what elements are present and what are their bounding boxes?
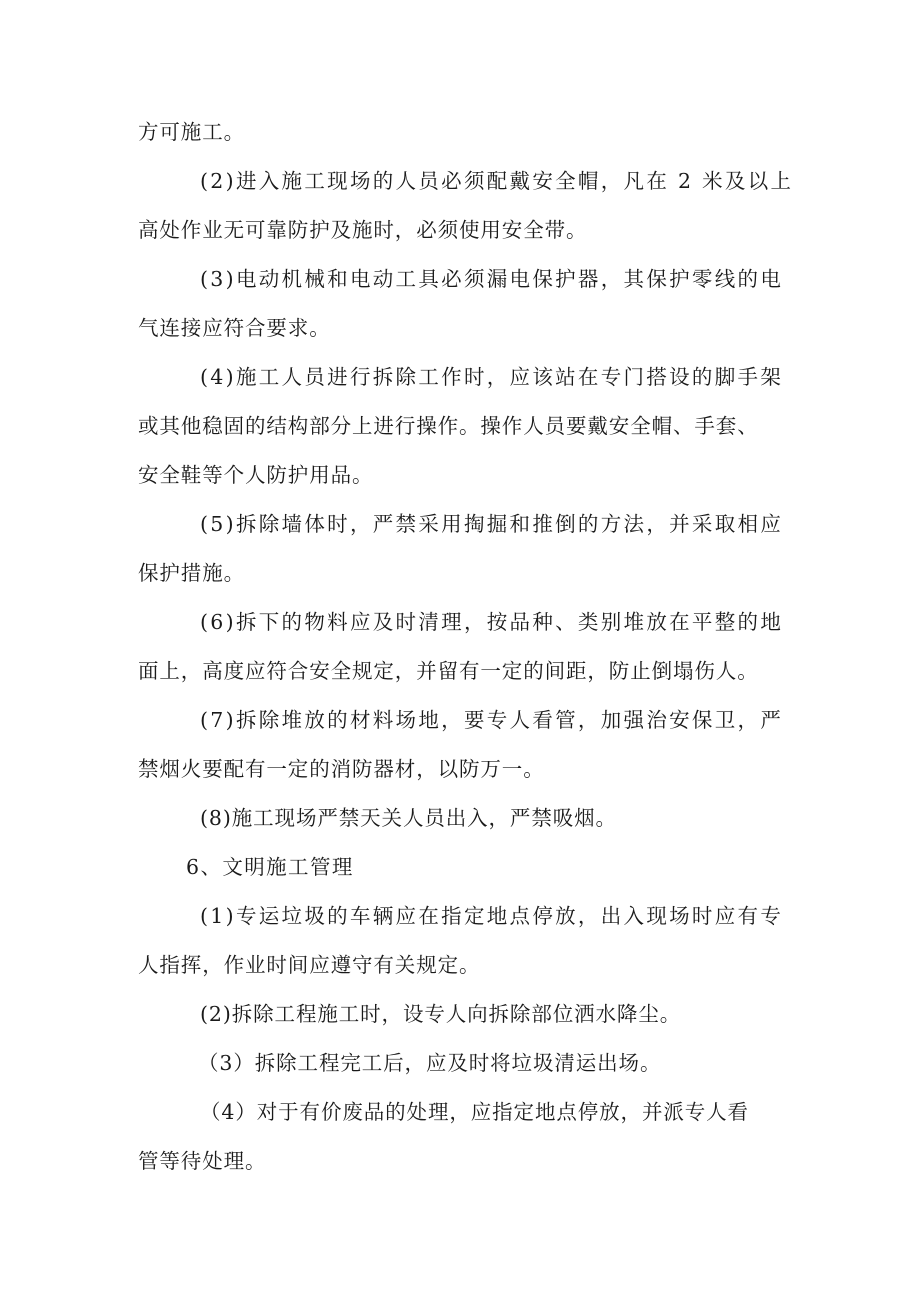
text-line-21: （4）对于有价废品的处理，应指定地点停放，并派专人看 [200, 1100, 749, 1124]
text-line-4: (3)电动机械和电动工具必须漏电保护器，其保护零线的电 [200, 267, 784, 291]
text-line-22: 管等待处理。 [138, 1149, 267, 1173]
text-line-19: (2)拆除工程施工时，设专人向拆除部位洒水降尘。 [200, 1002, 682, 1026]
text-line-17: (1)专运垃圾的车辆应在指定地点停放，出入现场时应有专 [200, 904, 784, 928]
text-line-6: (4)施工人员进行拆除工作时，应该站在专门搭设的脚手架 [200, 365, 784, 389]
text-line-14: 禁烟火要配有一定的消防器材，以防万一。 [138, 757, 545, 781]
text-line-8: 安全鞋等个人防护用品。 [138, 463, 374, 487]
text-line-11: (6)拆下的物料应及时清理，按品种、类别堆放在平整的地 [200, 610, 784, 634]
text-line-2: (2)进入施工现场的人员必须配戴安全帽，凡在 2 米及以上 [200, 169, 794, 193]
text-line-12: 面上，高度应符合安全规定，并留有一定的间距，防止倒塌伤人。 [138, 659, 759, 683]
text-line-9: (5)拆除墙体时，严禁采用掏掘和推倒的方法，并采取相应 [200, 512, 784, 536]
text-line-10: 保护措施。 [138, 561, 245, 585]
text-line-5: 气连接应符合要求。 [138, 316, 331, 340]
text-line-20: （3）拆除工程完工后，应及时将垃圾清运出场。 [198, 1051, 662, 1075]
text-line-15: (8)施工现场严禁天关人员出入，严禁吸烟。 [200, 806, 617, 830]
text-line-7: 或其他稳固的结构部分上进行操作。操作人员要戴安全帽、手套、 [138, 414, 759, 438]
text-line-13: (7)拆除堆放的材料场地，要专人看管，加强治安保卫，严 [200, 708, 784, 732]
text-line-1: 方可施工。 [138, 120, 245, 144]
text-line-3: 高处作业无可靠防护及施时，必须使用安全带。 [138, 218, 588, 242]
section-heading: 6、文明施工管理 [186, 855, 354, 879]
text-line-18: 人指挥，作业时间应遵守有关规定。 [138, 953, 481, 977]
